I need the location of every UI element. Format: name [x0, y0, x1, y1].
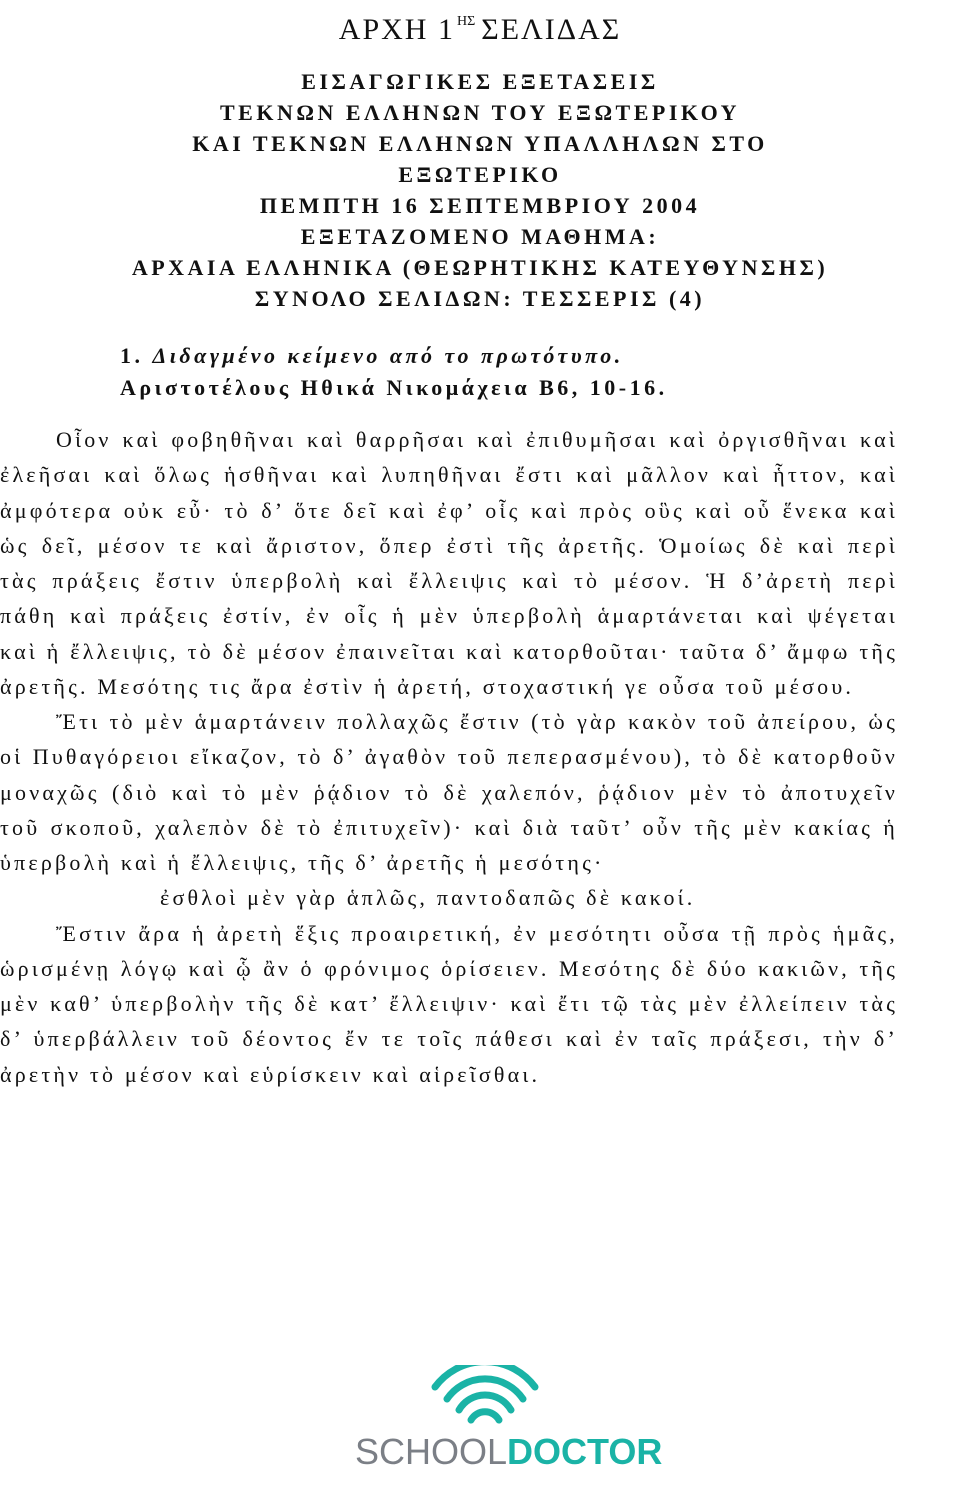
title-line: ΤΕΚΝΩΝ ΕΛΛΗΝΩΝ ΤΟΥ ΕΞΩΤΕΡΙΚΟΥ [219, 100, 740, 125]
title-line: ΚΑΙ ΤΕΚΝΩΝ ΕΛΛΗΝΩΝ ΥΠΑΛΛΗΛΩΝ ΣΤΟ [192, 131, 768, 156]
logo-doctor-text: DOCTOR [507, 1431, 663, 1472]
logo-wordmark [355, 1431, 663, 1473]
section-heading [120, 340, 920, 404]
title-line: ΑΡΧΑΙΑ ΕΛΛΗΝΙΚΑ (ΘΕΩΡΗΤΙΚΗΣ ΚΑΤΕΥΘΥΝΣΗΣ) [131, 255, 829, 280]
text-paragraph-1: Οἷον καὶ φοβηθῆναι καὶ θαρρῆσαι καὶ ἐπιθυμῆσαι καὶ ὀργισθῆναι καὶ ἐλεῆσαι καὶ ὅλως ἡσθῆναι καὶ λυπηθῆναι ἔστι καὶ μᾶλλον καὶ ἧττον, καὶ ἀμφότερα οὐκ εὖ· τὸ δ’ ὅτε δεῖ καὶ ἐφ’ οἷς καὶ πρὸς οὓς καὶ οὗ ἕνεκα καὶ ὡς δεῖ, μέσον τε καὶ ἄριστον, ὅπερ ἐστὶ τῆς ἀρετῆς. Ὁμοίως δὲ καὶ περὶ τὰς πράξεις ἔστιν ὑπερβολὴ καὶ ἔλλειψις καὶ τὸ μέσον. Ἡ δ’ἀρετὴ περὶ πάθη καὶ πράξεις ἐστίν, ἐν οἷς ἡ μὲν ὑπερβολὴ ἁμαρτάνεται καὶ ψέγεται καὶ ἡ ἔλλειψις, τὸ δὲ μέσον ἐπαινεῖται καὶ κατορθοῦται· ταῦτα δ’ ἄμφω τῆς ἀρετῆς. Μεσότης τις ἄρα ἐστὶν ἡ ἀρετή, στοχαστική γε οὖσα τοῦ μέσου. [0, 427, 898, 699]
page-label-superscript: ΗΣ [456, 14, 476, 29]
section-source: Αριστοτέλους Ηθικά Νικομάχεια Β6, 10-16. [120, 375, 668, 400]
text-paragraph-2: Ἔτι τὸ μὲν ἁμαρτάνειν πολλαχῶς ἔστιν (τὸ γὰρ κακὸν τοῦ ἀπείρου, ὡς οἱ Πυθαγόρειοι εἴκαζον, τὸ δ’ ἀγαθὸν τοῦ πεπερασμένου), τὸ δὲ κατορθοῦν μοναχῶς (διὸ καὶ τὸ μὲν ῥᾴδιον τὸ δὲ χαλεπόν, ῥᾴδιον μὲν τὸ ἀποτυχεῖν τοῦ σκοποῦ, χαλεπὸν δὲ τὸ ἐπιτυχεῖν)· καὶ διὰ ταῦτ’ οὖν τῆς μὲν κακίας ἡ ὑπερβολὴ καὶ ἡ ἔλλειψις, τῆς δ’ ἀρετῆς ἡ μεσότης· [0, 709, 898, 875]
exam-title-block [40, 66, 920, 314]
section-number: 1. [120, 343, 144, 368]
title-line: ΕΙΣΑΓΩΓΙΚΕΣ ΕΞΕΤΑΣΕΙΣ [301, 69, 659, 94]
title-line: ΣΥΝΟΛΟ ΣΕΛΙΔΩΝ: ΤΕΣΣΕΡΙΣ (4) [254, 286, 706, 311]
title-line: ΠΕΜΠΤΗ 16 ΣΕΠΤΕΜΒΡΙΟΥ 2004 [259, 193, 701, 218]
page-header [0, 4, 960, 48]
page-label-suffix: ΣΕΛΙΔΑΣ [481, 13, 622, 46]
logo-school-text: SCHOOL [355, 1431, 508, 1472]
schooldoctor-logo [355, 1365, 663, 1475]
section-title: Διδαγμένο κείμενο από το πρωτότυπο. [152, 343, 624, 368]
text-paragraph-3: Ἔστιν ἄρα ἡ ἀρετὴ ἕξις προαιρετική, ἐν μεσότητι οὖσα τῇ πρὸς ἡμᾶς, ὡρισμένῃ λόγῳ καὶ ᾧ ἂν ὁ φρόνιμος ὁρίσειεν. Μεσότης δὲ δύο κακιῶν, τῆς μὲν καθ’ ὑπερβολὴν τῆς δὲ κατ’ ἔλλειψιν· καὶ ἔτι τῷ τὰς μὲν ἐλλείπειν τὰς δ’ ὑπερβάλλειν τοῦ δέοντος ἔν τε τοῖς πάθεσι καὶ ἐν ταῖς πράξεσι, τὴν δ’ ἀρετὴν τὸ μέσον καὶ εὑρίσκειν καὶ αἱρεῖσθαι. [0, 920, 898, 1087]
page-label-prefix: ΑΡΧΗ 1 [338, 13, 455, 46]
verse-line: ἐσθλοὶ μὲν γὰρ ἁπλῶς, παντοδαπῶς δὲ κακοί. [160, 885, 696, 911]
ancient-text [0, 422, 898, 1092]
title-line: ΕΞΕΤΑΖΟΜΕΝΟ ΜΑΘΗΜΑ: [300, 224, 660, 249]
title-line: ΕΞΩΤΕΡΙΚΟ [398, 162, 562, 187]
wifi-signal-icon [425, 1365, 545, 1427]
